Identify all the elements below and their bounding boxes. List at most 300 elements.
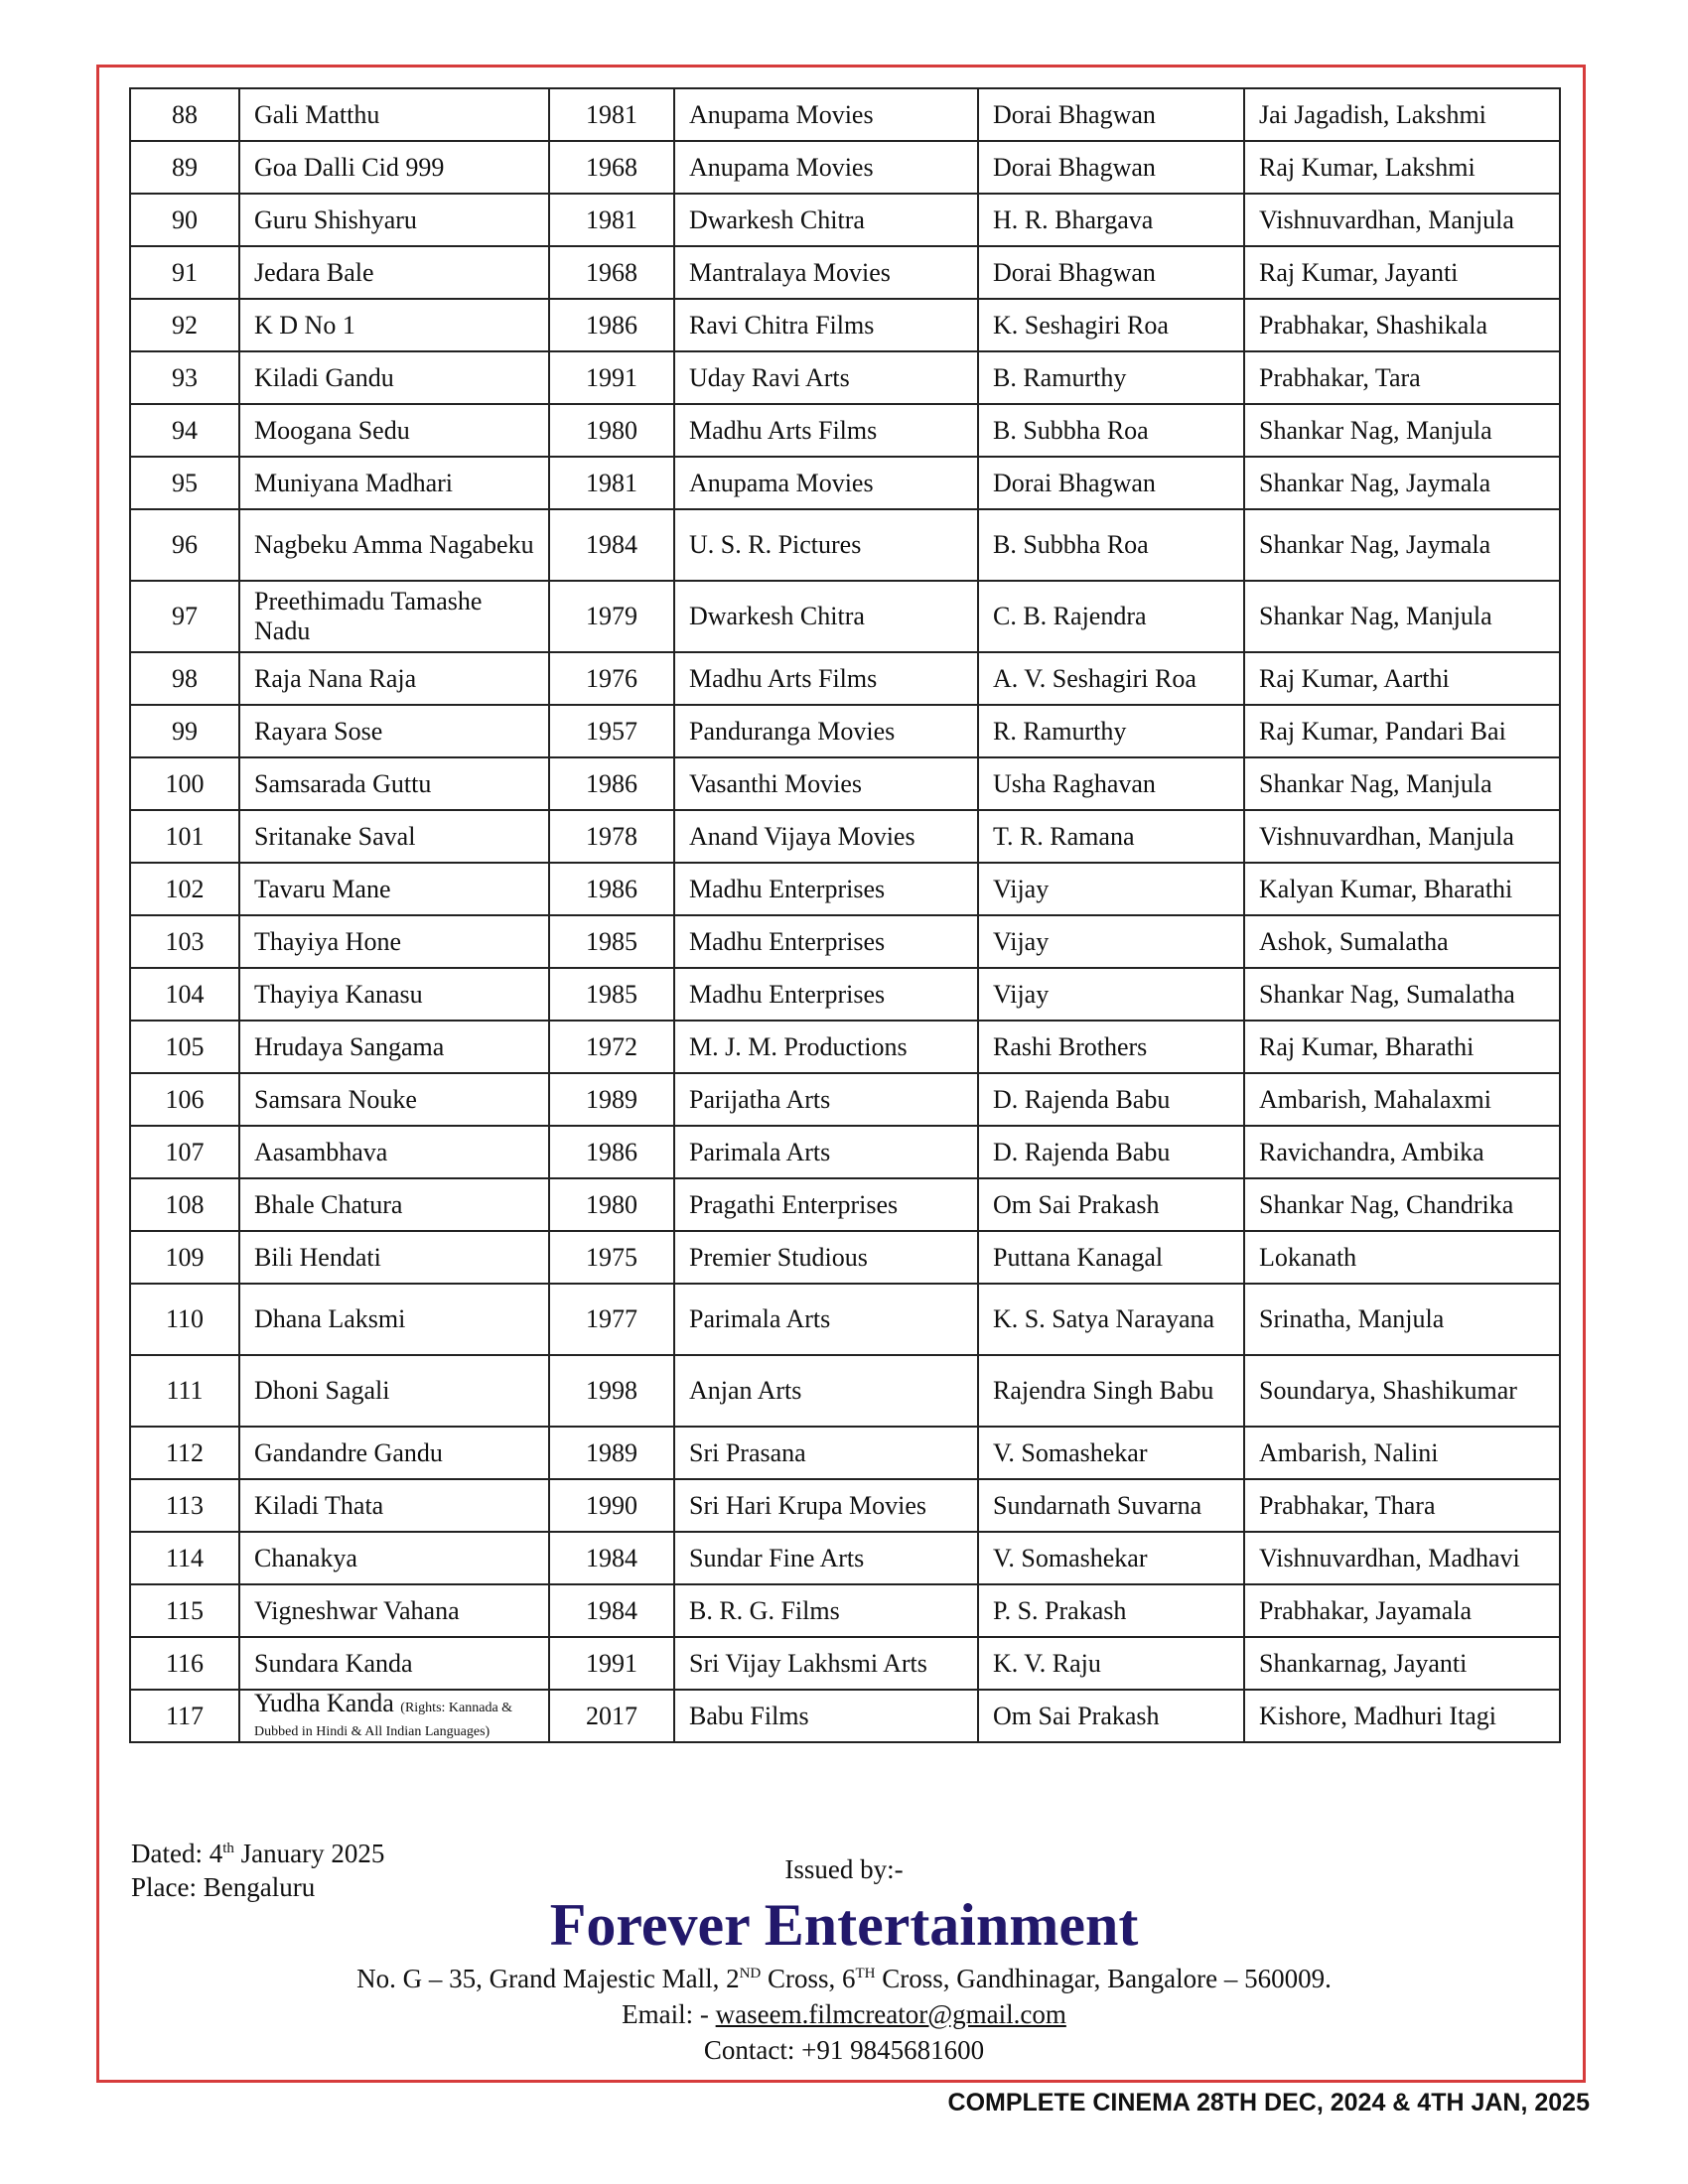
serial-number-cell-text: 104 <box>165 979 205 1009</box>
year-cell <box>549 194 674 246</box>
serial-number-cell <box>130 404 239 457</box>
serial-number-cell-text: 113 <box>165 1490 205 1520</box>
email-label: Email: - <box>622 1999 716 2029</box>
company-name: Forever Entertainment <box>549 1892 1139 1958</box>
film-title-cell <box>239 863 549 915</box>
year-cell <box>549 1479 674 1532</box>
director-cell <box>978 1021 1244 1073</box>
serial-number-cell <box>130 1690 239 1742</box>
director-cell <box>978 863 1244 915</box>
film-title-cell-text: Tavaru Mane <box>254 874 391 903</box>
year-cell-text: 1986 <box>586 1137 637 1166</box>
cast-cell-text: Raj Kumar, Aarthi <box>1259 663 1450 693</box>
serial-number-cell <box>130 457 239 509</box>
serial-number-cell <box>130 141 239 194</box>
film-title-cell-text: Moogana Sedu <box>254 415 410 445</box>
table-row <box>130 863 1560 915</box>
director-cell-text: Vijay <box>993 979 1050 1009</box>
director-cell <box>978 1690 1244 1742</box>
year-cell <box>549 299 674 351</box>
year-cell-text: 1985 <box>586 979 637 1009</box>
serial-number-cell <box>130 1178 239 1231</box>
film-title-cell <box>239 1126 549 1178</box>
serial-number-cell <box>130 915 239 968</box>
banner-cell-text: Panduranga Movies <box>689 716 896 746</box>
banner-cell <box>674 1690 978 1742</box>
film-title-cell <box>239 1178 549 1231</box>
film-title-cell <box>239 1427 549 1479</box>
serial-number-cell <box>130 863 239 915</box>
serial-number-cell <box>130 1637 239 1690</box>
film-title-cell-text: Sundara Kanda <box>254 1648 413 1678</box>
cast-cell <box>1244 299 1560 351</box>
cast-cell <box>1244 1021 1560 1073</box>
banner-cell <box>674 581 978 652</box>
year-cell-text: 1972 <box>586 1031 637 1061</box>
year-cell <box>549 863 674 915</box>
cast-cell-text: Ambarish, Mahalaxmi <box>1259 1084 1491 1114</box>
table-row <box>130 1355 1560 1427</box>
director-cell <box>978 1479 1244 1532</box>
film-title-cell <box>239 1637 549 1690</box>
film-title-cell-text: Samsara Nouke <box>254 1084 417 1114</box>
director-cell-text: Dorai Bhagwan <box>993 257 1156 287</box>
banner-cell-text: Sri Prasana <box>689 1437 806 1467</box>
cast-cell-text: Ravichandra, Ambika <box>1259 1137 1484 1166</box>
director-cell <box>978 1073 1244 1126</box>
cast-cell <box>1244 581 1560 652</box>
serial-number-cell-text: 103 <box>165 926 205 956</box>
director-cell <box>978 88 1244 141</box>
serial-number-cell-text: 91 <box>172 257 198 287</box>
year-cell-text: 1979 <box>586 602 637 630</box>
banner-cell-text: Mantralaya Movies <box>689 257 891 287</box>
publication-footer: COMPLETE CINEMA 28TH DEC, 2024 & 4TH JAN, 2025 <box>947 2089 1590 2116</box>
director-cell-text: Dorai Bhagwan <box>993 468 1156 497</box>
director-cell-text: Puttana Kanagal <box>993 1242 1164 1272</box>
film-title-cell <box>239 1690 549 1742</box>
film-title-cell <box>239 1284 549 1355</box>
cast-cell <box>1244 194 1560 246</box>
director-cell <box>978 1532 1244 1584</box>
director-cell <box>978 652 1244 705</box>
serial-number-cell <box>130 1427 239 1479</box>
serial-number-cell <box>130 757 239 810</box>
serial-number-cell-text: 93 <box>172 362 198 392</box>
director-cell-text: V. Somashekar <box>993 1437 1148 1467</box>
banner-cell <box>674 1231 978 1284</box>
year-cell <box>549 404 674 457</box>
banner-cell-text: Madhu Enterprises <box>689 979 886 1009</box>
serial-number-cell <box>130 581 239 652</box>
issued-by-label: Issued by:- <box>784 1854 904 1884</box>
serial-number-cell-text: 92 <box>172 310 198 340</box>
table-row <box>130 915 1560 968</box>
serial-number-cell <box>130 1284 239 1355</box>
banner-cell <box>674 1355 978 1427</box>
serial-number-cell-text: 95 <box>172 468 198 497</box>
dated-superscript: th <box>222 1841 234 1856</box>
year-cell-text: 1986 <box>586 768 637 798</box>
film-title-cell-text: Yudha Kanda <box>254 1688 394 1717</box>
serial-number-cell-text: 106 <box>165 1084 205 1114</box>
serial-number-cell-text: 107 <box>165 1137 205 1166</box>
banner-cell-text: Dwarkesh Chitra <box>689 602 865 630</box>
year-cell <box>549 1073 674 1126</box>
film-title-cell <box>239 1532 549 1584</box>
cast-cell <box>1244 705 1560 757</box>
year-cell <box>549 1284 674 1355</box>
director-cell-text: K. Seshagiri Roa <box>993 310 1169 340</box>
banner-cell-text: Dwarkesh Chitra <box>689 205 865 234</box>
address-text-3: Cross, Gandhinagar, Bangalore – 560009. <box>875 1964 1332 1993</box>
year-cell <box>549 1690 674 1742</box>
year-cell-text: 1981 <box>586 205 637 234</box>
film-title-cell <box>239 810 549 863</box>
cast-cell-text: Shankar Nag, Chandrika <box>1259 1189 1514 1219</box>
serial-number-cell-text: 109 <box>165 1242 205 1272</box>
table-row <box>130 1231 1560 1284</box>
serial-number-cell-text: 117 <box>165 1701 205 1730</box>
film-title-cell-text: Goa Dalli Cid 999 <box>254 152 445 182</box>
year-cell <box>549 581 674 652</box>
banner-cell <box>674 88 978 141</box>
banner-cell-text: Babu Films <box>689 1701 809 1730</box>
film-title-cell-text: Dhana Laksmi <box>254 1304 406 1333</box>
table-row <box>130 1284 1560 1355</box>
cast-cell <box>1244 968 1560 1021</box>
year-cell <box>549 652 674 705</box>
banner-cell-text: Parimala Arts <box>689 1304 831 1333</box>
cast-cell-text: Kalyan Kumar, Bharathi <box>1259 874 1513 903</box>
year-cell-text: 1981 <box>586 99 637 129</box>
cast-cell <box>1244 141 1560 194</box>
serial-number-cell-text: 116 <box>165 1648 205 1678</box>
film-title-cell <box>239 757 549 810</box>
serial-number-cell-text: 110 <box>165 1304 205 1333</box>
director-cell-text: R. Ramurthy <box>993 716 1127 746</box>
banner-cell <box>674 1178 978 1231</box>
serial-number-cell-text: 105 <box>165 1031 205 1061</box>
table-row <box>130 1479 1560 1532</box>
banner-cell-text: Anupama Movies <box>689 468 874 497</box>
cast-cell-text: Lokanath <box>1259 1242 1357 1272</box>
cast-cell <box>1244 1637 1560 1690</box>
film-title-cell <box>239 652 549 705</box>
year-cell-text: 1978 <box>586 821 637 851</box>
film-title-cell-text: Chanakya <box>254 1543 357 1572</box>
year-cell-text: 1998 <box>586 1376 637 1405</box>
cast-cell <box>1244 509 1560 581</box>
banner-cell <box>674 509 978 581</box>
film-title-cell-text: Rayara Sose <box>254 716 383 746</box>
banner-cell-text: Sri Vijay Lakhsmi Arts <box>689 1648 927 1678</box>
cast-cell-text: Shankarnag, Jayanti <box>1259 1648 1468 1678</box>
place-line: Place: Bengaluru <box>131 1872 316 1902</box>
year-cell-text: 1980 <box>586 415 637 445</box>
director-cell-text: Vijay <box>993 926 1050 956</box>
cast-cell <box>1244 1284 1560 1355</box>
year-cell <box>549 1126 674 1178</box>
film-title-cell-text: Jedara Bale <box>254 257 374 287</box>
director-cell-text: Om Sai Prakash <box>993 1701 1160 1730</box>
year-cell <box>549 1584 674 1637</box>
serial-number-cell-text: 100 <box>165 768 205 798</box>
banner-cell <box>674 1637 978 1690</box>
year-cell <box>549 457 674 509</box>
banner-cell-text: Madhu Arts Films <box>689 663 878 693</box>
director-cell-text: B. Subbha Roa <box>993 415 1149 445</box>
director-cell <box>978 1427 1244 1479</box>
film-title-cell-text: Preethimadu Tamashe Nadu <box>254 587 483 645</box>
director-cell-text: V. Somashekar <box>993 1543 1148 1572</box>
dated-month-year: January 2025 <box>233 1839 385 1868</box>
year-cell <box>549 1355 674 1427</box>
director-cell-text: K. V. Raju <box>993 1648 1101 1678</box>
table-row <box>130 968 1560 1021</box>
serial-number-cell <box>130 968 239 1021</box>
director-cell-text: Usha Raghavan <box>993 768 1156 798</box>
cast-cell <box>1244 652 1560 705</box>
cast-cell-text: Raj Kumar, Lakshmi <box>1259 152 1476 182</box>
film-title-cell-text: Gali Matthu <box>254 99 380 129</box>
banner-cell-text: Anand Vijaya Movies <box>689 821 915 851</box>
banner-cell <box>674 705 978 757</box>
director-cell-text: H. R. Bhargava <box>993 205 1154 234</box>
film-title-cell <box>239 581 549 652</box>
serial-number-cell-text: 115 <box>165 1595 205 1625</box>
director-cell-text: B. Subbha Roa <box>993 530 1149 559</box>
banner-cell <box>674 457 978 509</box>
director-cell-text: Dorai Bhagwan <box>993 152 1156 182</box>
banner-cell <box>674 810 978 863</box>
cast-cell-text: Shankar Nag, Jaymala <box>1259 468 1491 497</box>
film-title-cell-text: Guru Shishyaru <box>254 205 417 234</box>
film-rights-table <box>129 87 1561 1743</box>
director-cell-text: Sundarnath Suvarna <box>993 1490 1202 1520</box>
serial-number-cell <box>130 1355 239 1427</box>
film-title-cell-text: Nagbeku Amma Nagabeku <box>254 530 534 559</box>
table-row <box>130 509 1560 581</box>
cast-cell-text: Vishnuvardhan, Manjula <box>1259 205 1514 234</box>
serial-number-cell-text: 98 <box>172 663 198 693</box>
table-row <box>130 757 1560 810</box>
banner-cell <box>674 757 978 810</box>
film-title-cell-text: Muniyana Madhari <box>254 468 454 497</box>
year-cell <box>549 246 674 299</box>
year-cell-text: 1985 <box>586 926 637 956</box>
year-cell-text: 2017 <box>586 1701 637 1730</box>
year-cell-text: 1957 <box>586 716 637 746</box>
cast-cell-text: Shankar Nag, Manjula <box>1259 602 1492 630</box>
banner-cell-text: Pragathi Enterprises <box>689 1189 899 1219</box>
cast-cell-text: Jai Jagadish, Lakshmi <box>1259 99 1486 129</box>
table-row <box>130 1637 1560 1690</box>
film-title-cell <box>239 351 549 404</box>
film-title-cell-text: Kiladi Gandu <box>254 362 394 392</box>
table-row <box>130 1584 1560 1637</box>
cast-cell-text: Prabhakar, Tara <box>1259 362 1421 392</box>
address-sup-1: ND <box>739 1966 762 1981</box>
cast-cell-text: Shankar Nag, Manjula <box>1259 415 1492 445</box>
serial-number-cell-text: 97 <box>172 602 198 630</box>
cast-cell-text: Shankar Nag, Jaymala <box>1259 530 1491 559</box>
film-title-cell-text: Bhale Chatura <box>254 1189 403 1219</box>
table-row <box>130 1690 1560 1742</box>
banner-cell-text: Madhu Arts Films <box>689 415 878 445</box>
film-title-cell <box>239 299 549 351</box>
serial-number-cell <box>130 194 239 246</box>
rights-note: (Rights: Kannada & Dubbed in Hindi & All Indian Languages) <box>254 1700 513 1739</box>
serial-number-cell <box>130 1073 239 1126</box>
cast-cell <box>1244 1231 1560 1284</box>
film-title-cell <box>239 1231 549 1284</box>
serial-number-cell-text: 112 <box>165 1437 205 1467</box>
year-cell <box>549 705 674 757</box>
director-cell <box>978 351 1244 404</box>
cast-cell <box>1244 404 1560 457</box>
cast-cell <box>1244 1178 1560 1231</box>
table-body <box>130 88 1560 1742</box>
director-cell <box>978 141 1244 194</box>
banner-cell-text: M. J. M. Productions <box>689 1031 908 1061</box>
year-cell-text: 1984 <box>586 530 637 559</box>
banner-cell <box>674 652 978 705</box>
year-cell-text: 1981 <box>586 468 637 497</box>
year-cell <box>549 509 674 581</box>
serial-number-cell <box>130 1532 239 1584</box>
table-row <box>130 1126 1560 1178</box>
cast-cell <box>1244 1532 1560 1584</box>
director-cell-text: T. R. Ramana <box>993 821 1135 851</box>
film-title-cell <box>239 509 549 581</box>
film-title-cell-text: K D No 1 <box>254 310 355 340</box>
cast-cell <box>1244 1355 1560 1427</box>
year-cell-text: 1968 <box>586 152 637 182</box>
director-cell-text: D. Rajenda Babu <box>993 1084 1171 1114</box>
banner-cell <box>674 1427 978 1479</box>
cast-cell-text: Soundarya, Shashikumar <box>1259 1376 1517 1405</box>
banner-cell-text: U. S. R. Pictures <box>689 530 862 559</box>
banner-cell-text: Vasanthi Movies <box>689 768 863 798</box>
director-cell-text: B. Ramurthy <box>993 362 1127 392</box>
serial-number-cell <box>130 88 239 141</box>
year-cell <box>549 968 674 1021</box>
director-cell-text: Rajendra Singh Babu <box>993 1376 1214 1405</box>
director-cell-text: Vijay <box>993 874 1050 903</box>
banner-cell <box>674 1126 978 1178</box>
email-line <box>0 1999 1688 2030</box>
dated-text: Dated: 4 <box>131 1839 223 1868</box>
year-cell-text: 1968 <box>586 257 637 287</box>
director-cell <box>978 509 1244 581</box>
banner-cell-text: Anupama Movies <box>689 99 874 129</box>
banner-cell-text: Sri Hari Krupa Movies <box>689 1490 927 1520</box>
serial-number-cell <box>130 1231 239 1284</box>
film-title-cell-text: Vigneshwar Vahana <box>254 1595 460 1625</box>
year-cell <box>549 1178 674 1231</box>
director-cell <box>978 194 1244 246</box>
serial-number-cell-text: 111 <box>166 1376 204 1405</box>
address-text-2: Cross, 6 <box>761 1964 856 1993</box>
director-cell <box>978 757 1244 810</box>
cast-cell-text: Srinatha, Manjula <box>1259 1304 1445 1333</box>
serial-number-cell <box>130 1479 239 1532</box>
banner-cell-text: Anupama Movies <box>689 152 874 182</box>
director-cell <box>978 1126 1244 1178</box>
director-cell <box>978 705 1244 757</box>
banner-cell <box>674 968 978 1021</box>
cast-cell-text: Ashok, Sumalatha <box>1259 926 1449 956</box>
banner-cell <box>674 915 978 968</box>
film-title-cell-text: Samsarada Guttu <box>254 768 432 798</box>
cast-cell-text: Prabhakar, Jayamala <box>1259 1595 1473 1625</box>
serial-number-cell <box>130 509 239 581</box>
table-row <box>130 351 1560 404</box>
banner-cell-text: Parijatha Arts <box>689 1084 831 1114</box>
director-cell <box>978 1637 1244 1690</box>
table-row <box>130 457 1560 509</box>
film-title-cell-text: Bili Hendati <box>254 1242 381 1272</box>
table-row <box>130 246 1560 299</box>
film-title-cell <box>239 246 549 299</box>
cast-cell <box>1244 88 1560 141</box>
banner-cell <box>674 194 978 246</box>
director-cell <box>978 404 1244 457</box>
year-cell-text: 1984 <box>586 1595 637 1625</box>
cast-cell <box>1244 1584 1560 1637</box>
serial-number-cell <box>130 1584 239 1637</box>
year-cell-text: 1990 <box>586 1490 637 1520</box>
cast-cell-text: Shankar Nag, Sumalatha <box>1259 979 1515 1009</box>
cast-cell-text: Raj Kumar, Pandari Bai <box>1259 716 1506 746</box>
banner-cell <box>674 1021 978 1073</box>
cast-cell-text: Prabhakar, Shashikala <box>1259 310 1488 340</box>
serial-number-cell-text: 94 <box>172 415 198 445</box>
banner-cell <box>674 351 978 404</box>
year-cell-text: 1991 <box>586 362 637 392</box>
serial-number-cell-text: 102 <box>165 874 205 903</box>
director-cell <box>978 1284 1244 1355</box>
film-title-cell-text: Gandandre Gandu <box>254 1437 443 1467</box>
table-row <box>130 810 1560 863</box>
serial-number-cell-text: 89 <box>172 152 198 182</box>
year-cell-text: 1989 <box>586 1084 637 1114</box>
film-title-cell <box>239 1479 549 1532</box>
year-cell-text: 1989 <box>586 1437 637 1467</box>
year-cell <box>549 141 674 194</box>
banner-cell-text: Madhu Enterprises <box>689 926 886 956</box>
cast-cell-text: Raj Kumar, Bharathi <box>1259 1031 1475 1061</box>
film-title-cell <box>239 141 549 194</box>
director-cell <box>978 1355 1244 1427</box>
table-row <box>130 652 1560 705</box>
banner-cell-text: Madhu Enterprises <box>689 874 886 903</box>
table-row <box>130 581 1560 652</box>
film-title-cell <box>239 194 549 246</box>
serial-number-cell <box>130 705 239 757</box>
cast-cell <box>1244 1427 1560 1479</box>
serial-number-cell-text: 101 <box>165 821 205 851</box>
banner-cell <box>674 863 978 915</box>
banner-cell <box>674 246 978 299</box>
serial-number-cell <box>130 810 239 863</box>
year-cell <box>549 88 674 141</box>
director-cell-text: A. V. Seshagiri Roa <box>993 663 1196 693</box>
email-link[interactable]: waseem.filmcreator@gmail.com <box>715 1999 1066 2029</box>
year-cell <box>549 1532 674 1584</box>
address-sup-2: TH <box>855 1966 876 1981</box>
